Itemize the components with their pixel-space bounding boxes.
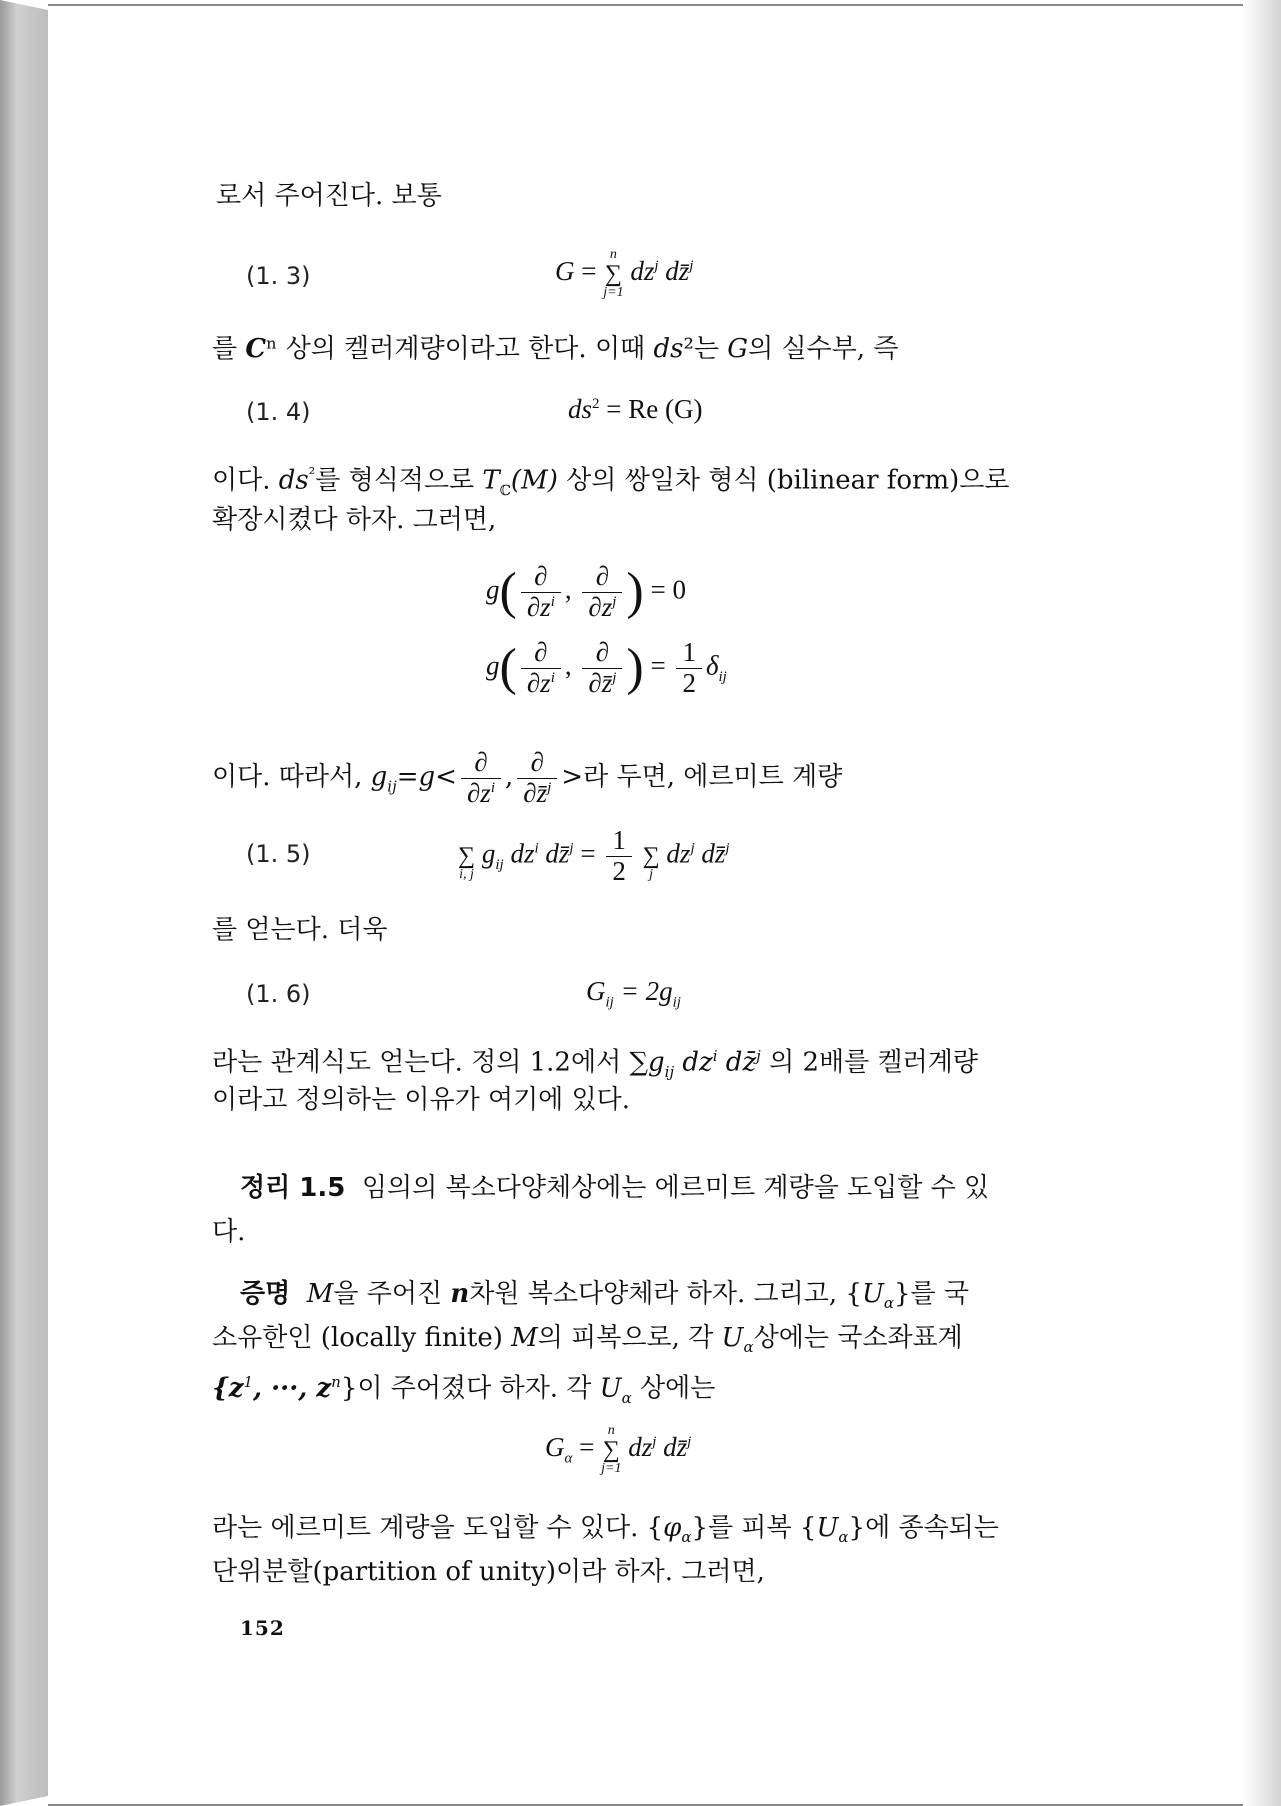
fraction <box>461 748 501 808</box>
eq-sup: j <box>725 840 730 857</box>
frac-num: 1 <box>606 826 632 857</box>
text-seg: ij <box>387 777 397 796</box>
eq-symbol: G <box>545 1432 565 1463</box>
fraction <box>676 638 702 698</box>
eq-symbol: = <box>574 256 604 287</box>
eq-sub: ij <box>718 668 727 685</box>
text-line-9 <box>212 748 842 808</box>
text-line-16: 다. <box>212 1217 246 1247</box>
theorem-line <box>240 1172 989 1204</box>
frac-den <box>582 669 622 699</box>
text-seg: n <box>450 1279 470 1309</box>
eq-symbol: = <box>572 1432 602 1463</box>
eq-sup: j <box>547 779 552 796</box>
equation-g2 <box>486 638 727 698</box>
sum-upper: n <box>609 247 617 262</box>
frac-num: ∂ <box>582 638 622 669</box>
eq-sup: j <box>612 669 617 686</box>
text-seg: 를 형식적으로 <box>315 465 483 496</box>
eq-symbol: ∂z <box>588 591 613 622</box>
text-seg: }이 주어졌다 하자. 각 <box>340 1373 600 1404</box>
eq-sup: j <box>687 1434 692 1451</box>
frac-den <box>461 779 501 809</box>
text-seg: 상에는 <box>631 1373 716 1404</box>
text-seg: n <box>331 1373 341 1391</box>
sum-symbol: ∑ <box>458 843 476 870</box>
equation-1-3 <box>555 248 693 300</box>
text-seg: 상의 쌍일차 형식 (bilinear form)으로 <box>557 465 1010 496</box>
eq-symbol: = Re (G) <box>599 394 703 424</box>
page-number: 152 <box>240 1616 285 1640</box>
text-seg: G <box>727 334 749 364</box>
eq-symbol: g <box>648 1047 665 1078</box>
eq-symbol: g <box>486 650 500 681</box>
frac-den <box>521 593 561 623</box>
sum-lower: j <box>649 867 654 883</box>
paren: ( <box>499 639 517 697</box>
comma: , <box>564 574 572 605</box>
text-seg: U <box>721 1323 744 1353</box>
text-line-11: 를 얻는다. 더욱 <box>212 915 388 945</box>
text-seg: 의 2배를 켈러계량 <box>769 1047 978 1078</box>
book-spine <box>0 0 48 1806</box>
text-seg: α <box>883 1294 894 1313</box>
frac-den <box>582 593 622 623</box>
frac-num: ∂ <box>521 562 561 593</box>
text-line-21 <box>212 1512 999 1553</box>
text-seg: ds <box>278 465 309 496</box>
frac-den: 2 <box>682 667 696 698</box>
sum-symbol: ∑ <box>602 1437 620 1463</box>
proof-line-1 <box>240 1278 969 1319</box>
text-seg: M <box>306 1279 334 1309</box>
equation-g1 <box>486 562 686 622</box>
eq-sup: i <box>550 593 555 610</box>
text-line-1: 로서 주어진다. 보통 <box>216 181 442 211</box>
equation-g-alpha <box>545 1424 691 1476</box>
text-seg: 라는 에르미트 계량을 도입할 수 있다. { <box>212 1513 664 1543</box>
eq-symbol: dz̄ <box>658 256 690 287</box>
text-seg: 차원 복소다양체라 하자. 그리고, { <box>469 1279 862 1309</box>
comma: , <box>505 762 514 793</box>
text-seg: 상에는 국소좌표계 <box>753 1323 963 1353</box>
paren: ) <box>626 639 644 697</box>
paren: ) <box>626 563 644 621</box>
text-seg: 을 주어진 <box>333 1279 451 1309</box>
eq-symbol: δ <box>705 650 719 681</box>
text-seg: U <box>861 1279 884 1309</box>
text-seg: α <box>681 1528 692 1547</box>
summation <box>458 830 475 882</box>
text-seg: 소유한인 (locally finite) <box>212 1323 512 1353</box>
eq-sup: 2 <box>592 396 600 412</box>
eq-sub: ij <box>664 1062 675 1081</box>
text-seg: 는 <box>693 334 728 364</box>
eq-sup: i <box>550 669 555 686</box>
page-edge-shadow <box>1243 0 1281 1806</box>
text-line-5 <box>212 458 1010 507</box>
eq-symbol: = <box>573 838 603 869</box>
text-seg: ℂ <box>499 482 511 499</box>
sum-lower: j=1 <box>601 1461 622 1476</box>
frac-num: ∂ <box>521 638 561 669</box>
eq-sub: α <box>564 1450 573 1467</box>
text-seg: 의 피복으로, 각 <box>537 1323 722 1353</box>
theorem-heading: 정리 1.5 <box>240 1173 346 1203</box>
text-seg: ² <box>683 334 694 364</box>
text-seg: M <box>511 1323 538 1353</box>
text-seg: 이다. 따라서, <box>212 762 371 793</box>
sum-upper: n <box>607 1423 615 1438</box>
text-seg: ² <box>308 464 316 483</box>
eq-symbol: = 0 <box>643 574 686 605</box>
sum-lower: j=1 <box>603 285 624 300</box>
fraction <box>521 562 561 622</box>
text-seg: }를 피복 { <box>691 1513 817 1543</box>
text-seg: ds <box>653 334 684 364</box>
eq-symbol: dz̄ <box>694 838 726 869</box>
equation-number-1-4: (1. 4) <box>246 398 311 426</box>
eq-symbol: dz <box>628 1432 653 1463</box>
text-seg: 이다. <box>212 465 279 496</box>
text-seg: {z <box>212 1373 244 1404</box>
proof-line-2 <box>212 1322 963 1363</box>
eq-symbol: dz̄ <box>656 1432 688 1463</box>
frac-num: ∂ <box>461 748 501 779</box>
eq-symbol: = <box>643 650 673 681</box>
proof-line-3 <box>212 1366 715 1414</box>
eq-symbol: dz <box>503 838 535 869</box>
text-seg: =g< <box>396 762 457 793</box>
frac-den <box>517 779 557 809</box>
equation-number-1-6: (1. 6) <box>246 980 311 1008</box>
frac-num: ∂ <box>582 562 622 593</box>
text-seg: 라는 관계식도 얻는다. 정의 1.2에서 <box>212 1047 630 1078</box>
fraction <box>582 562 622 622</box>
eq-sup: j <box>690 840 695 857</box>
eq-symbol: G <box>555 256 575 287</box>
eq-sup: j <box>654 258 659 275</box>
text-seg: U <box>816 1513 839 1543</box>
text-seg: C <box>245 334 267 364</box>
text-seg: (M) <box>510 465 558 496</box>
sum-symbol: ∑ <box>604 261 622 287</box>
summation <box>603 248 623 300</box>
eq-sub: ij <box>605 994 614 1011</box>
equation-number-1-3: (1. 3) <box>246 262 311 290</box>
text-seg: α <box>743 1338 754 1357</box>
summation <box>643 830 660 882</box>
fraction <box>606 826 632 886</box>
eq-sup: j <box>689 258 694 275</box>
eq-sup: j <box>569 840 574 857</box>
eq-sup: j <box>612 593 617 610</box>
eq-symbol: dz̄ <box>538 838 570 869</box>
sum-lower: i, j <box>459 867 474 883</box>
eq-sup: i <box>490 779 495 796</box>
text-seg: 의 실수부, 즉 <box>748 334 899 364</box>
eq-symbol: g <box>481 838 496 869</box>
text-seg: U <box>599 1373 622 1404</box>
text-seg: g <box>370 762 388 793</box>
text-line-6: 확장시켰다 하자. 그러면, <box>212 505 497 535</box>
text-seg: T <box>482 465 500 496</box>
frac-den <box>521 669 561 699</box>
summation <box>601 1424 621 1476</box>
text-seg: 1 <box>243 1373 254 1391</box>
eq-sup: i <box>534 840 539 857</box>
fraction <box>517 748 557 808</box>
text-seg: }에 종속되는 <box>848 1513 999 1543</box>
eq-sup: j <box>652 1434 657 1451</box>
eq-symbol: dz <box>666 838 691 869</box>
eq-symbol: ∂z <box>526 667 551 698</box>
text-seg: α <box>621 1388 632 1407</box>
eq-symbol: ∂z <box>466 777 491 808</box>
eq-symbol: dz <box>630 256 655 287</box>
fraction <box>521 638 561 698</box>
eq-symbol: g <box>486 574 500 605</box>
eq-sub: ij <box>672 994 681 1011</box>
text-seg: ⁿ 상의 켈러계량이라고 한다. 이때 <box>266 334 654 364</box>
text-seg: 임의의 복소다양체상에는 에르미트 계량을 도입할 수 있 <box>361 1173 990 1203</box>
eq-sub: ij <box>495 856 504 873</box>
text-line-3 <box>212 333 898 365</box>
eq-symbol: dz <box>674 1047 713 1078</box>
text-line-13 <box>212 1040 978 1088</box>
frac-den: 2 <box>612 855 626 886</box>
proof-heading: 증명 <box>240 1279 291 1309</box>
equation-1-6 <box>586 976 681 1011</box>
text-seg: α <box>838 1528 849 1547</box>
text-seg: , ···, z <box>253 1373 332 1404</box>
text-line-14: 이라고 정의하는 이유가 여기에 있다. <box>212 1085 631 1115</box>
eq-symbol: = 2g <box>613 976 673 1006</box>
eq-sup: i <box>712 1047 718 1065</box>
text-seg: }를 국 <box>894 1279 970 1309</box>
comma: , <box>564 650 572 681</box>
text-seg: 를 <box>212 334 246 364</box>
eq-symbol: ∂z <box>526 591 551 622</box>
frac-num: 1 <box>676 638 702 669</box>
fraction <box>582 638 622 698</box>
eq-symbol: G <box>586 976 606 1006</box>
equation-1-5 <box>458 826 730 886</box>
equation-number-1-5: (1. 5) <box>246 840 311 868</box>
sum-upper <box>643 830 660 844</box>
eq-symbol: dz̄ <box>717 1047 757 1078</box>
text-seg: >라 두면, 에르미트 계량 <box>561 762 843 793</box>
eq-symbol: ∂z̄ <box>523 777 548 808</box>
eq-sup: j <box>756 1047 761 1065</box>
text-line-22: 단위분할(partition of unity)이라 하자. 그러면, <box>212 1557 765 1587</box>
paren: ( <box>499 563 517 621</box>
frac-num: ∂ <box>517 748 557 779</box>
sum-symbol: ∑ <box>642 843 660 870</box>
sum-upper <box>458 830 475 844</box>
eq-symbol: ds <box>568 394 593 424</box>
text-seg: ∑ <box>629 1047 649 1078</box>
text-seg: φ <box>663 1513 682 1543</box>
equation-1-4 <box>568 394 702 425</box>
eq-symbol: ∂z̄ <box>588 667 613 698</box>
